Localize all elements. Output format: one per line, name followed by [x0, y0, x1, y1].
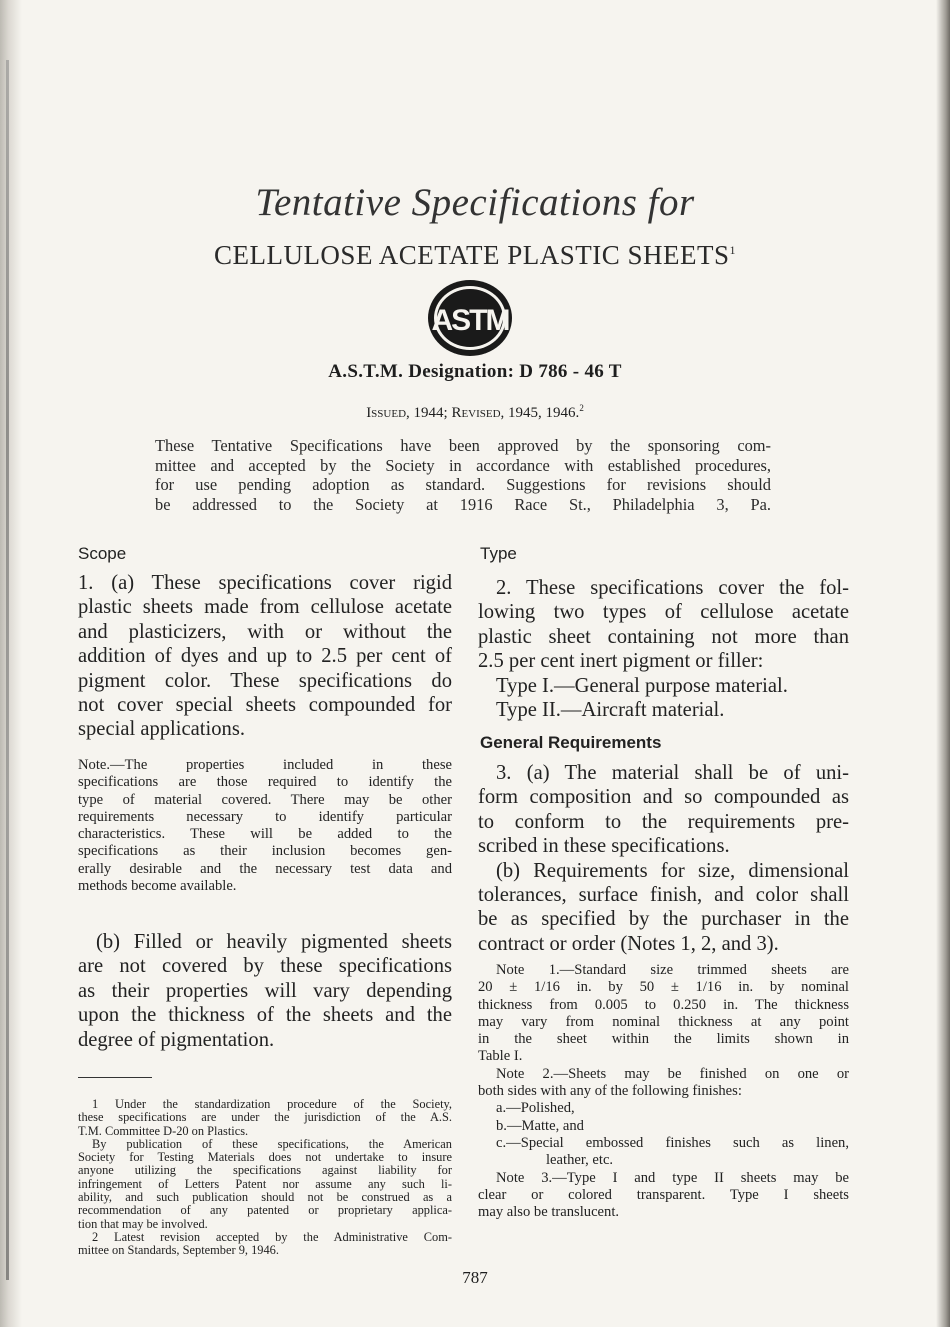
- text-line: degree of pigmentation.: [78, 1028, 275, 1051]
- text-line: as their properties will vary depending: [78, 979, 452, 1002]
- designation: A.S.T.M. Designation: D 786 - 46 T: [328, 361, 622, 382]
- intro-line: mittee and accepted by the Society in accordance with established procedures,: [155, 455, 771, 475]
- text-line: contract or order (Notes 1, 2, and 3).: [478, 932, 779, 955]
- scope-para-b: [78, 930, 452, 1052]
- text-line: 20 ± 1/16 in. by 50 ± 1/16 in. by nominal: [478, 979, 849, 996]
- page-number: 787: [462, 1268, 488, 1287]
- title-footnote-mark: 1: [729, 243, 737, 257]
- text-line: Note.—The properties included in these: [78, 757, 452, 773]
- intro-paragraph: [155, 436, 771, 514]
- scope-para-a: [78, 571, 452, 742]
- text-line: lowing two types of cellulose acetate: [478, 601, 849, 624]
- text-line: these specifications are under the jurisdiction of the A.S.: [78, 1110, 452, 1125]
- issued-footnote-mark: 2: [579, 403, 584, 413]
- footnote-divider: [78, 1077, 152, 1078]
- text-line: are not covered by these specifications: [78, 955, 452, 978]
- text-line: clear or colored transparent. Type I sheets: [478, 1186, 849, 1203]
- text-line: characteristics. These will be added to the: [78, 826, 452, 843]
- heading-scope: Scope: [78, 544, 127, 563]
- astm-logo-icon: [425, 278, 515, 358]
- text-line: Note 3.—Type I and type II sheets may be: [496, 1169, 849, 1186]
- text-line: in the sheet within the limits shown in: [478, 1031, 849, 1048]
- intro-line: be addressed to the Society at 1916 Race St., Philadelphia 3, Pa.: [155, 494, 771, 514]
- text-line: Note 1.—Standard size trimmed sheets are: [496, 962, 849, 978]
- text-line: both sides with any of the following finishes:: [478, 1083, 742, 1100]
- text-line: specifications are those required to identify the: [78, 774, 452, 791]
- text-line: not cover special sheets compounded for: [78, 694, 452, 717]
- finish-c-cont: leather, etc.: [546, 1152, 614, 1169]
- text-line: (b) Requirements for size, dimensional: [496, 859, 849, 882]
- text-line: may also be translucent.: [478, 1204, 620, 1221]
- intro-line: for use pending adoption as standard. Suggestions for revisions should: [155, 475, 771, 494]
- text-line: to conform to the requirements pre-: [478, 810, 849, 833]
- page-title: [0, 240, 950, 271]
- text-line: pigment color. These specifications do: [78, 669, 452, 692]
- issued-line: [0, 403, 950, 422]
- finish-c: c.—Special embossed finishes such as linen,: [496, 1134, 849, 1151]
- text-line: type of material covered. There may be other: [78, 791, 452, 808]
- type-2-item: Type II.—Aircraft material.: [496, 699, 725, 722]
- text-line: 3. (a) The material shall be of uni-: [496, 762, 849, 784]
- text-line: ability, and such publication should not be construed as a: [78, 1190, 452, 1205]
- text-line: Society for Testing Materials does not undertake to insure: [78, 1150, 452, 1165]
- text-line: may vary from nominal thickness at any point: [478, 1013, 849, 1030]
- text-line: tion that may be involved.: [78, 1216, 208, 1231]
- text-line: Note 2.—Sheets may be finished on one or: [496, 1065, 849, 1082]
- text-line: specifications as their inclusion becomes gen-: [78, 843, 452, 860]
- issued-text: Issued, 1944; Revised, 1945, 1946.: [366, 405, 580, 421]
- text-line: requirements necessary to identify particular: [78, 808, 452, 825]
- text-line: and plasticizers, with or without the: [78, 620, 452, 643]
- text-line: addition of dyes and up to 2.5 per cent of: [78, 645, 452, 668]
- heading-general-requirements: General Requirements: [480, 733, 662, 752]
- text-line: 1 Under the standardization procedure of the Society,: [92, 1097, 452, 1111]
- text-line: erally desirable and the necessary test data and: [78, 860, 452, 877]
- text-line: 2. These specifications cover the fol-: [496, 577, 849, 599]
- page-title-text: CELLULOSE ACETATE PLASTIC SHEETS: [213, 240, 730, 270]
- text-line: form composition and so compounded as: [478, 786, 849, 809]
- text-line: be as specified by the purchaser in the: [478, 908, 849, 931]
- text-line: tolerances, surface finish, and color shall: [478, 884, 849, 907]
- text-line: (b) Filled or heavily pigmented sheets: [96, 931, 452, 953]
- heading-type: Type: [480, 544, 517, 563]
- text-line: infringement of Letters Patent nor assume any such li-: [78, 1176, 452, 1191]
- text-line: Table I.: [478, 1048, 523, 1065]
- text-line: 2.5 per cent inert pigment or filler:: [478, 650, 764, 673]
- text-line: upon the thickness of the sheets and the: [78, 1004, 452, 1027]
- text-line: methods become available.: [78, 878, 237, 895]
- text-line: 1. (a) These specifications cover rigid: [78, 572, 452, 594]
- notes-block: [478, 962, 849, 1221]
- text-line: plastic sheet containing not more than: [478, 625, 849, 648]
- logo-text: ASTM: [431, 304, 509, 337]
- text-line: mittee on Standards, September 9, 1946.: [78, 1243, 279, 1258]
- text-line: 2 Latest revision accepted by the Administrative Com-: [92, 1229, 452, 1244]
- intro-line: These Tentative Specifications have been approved by the sponsoring com-: [155, 436, 771, 455]
- text-line: scribed in these specifications.: [478, 835, 730, 858]
- finish-a: a.—Polished,: [496, 1100, 575, 1117]
- scope-note: [78, 757, 452, 895]
- text-line: recommendation of any patented or proprietary applica-: [78, 1203, 452, 1218]
- title-italic: Tentative Specifications for: [255, 181, 695, 224]
- type-1-item: Type I.—General purpose material.: [496, 674, 788, 697]
- text-line: anyone utilizing the specifications against liability for: [78, 1163, 452, 1178]
- finish-b: b.—Matte, and: [496, 1117, 584, 1134]
- text-line: plastic sheets made from cellulose acetate: [78, 596, 452, 619]
- footnote-1: [78, 1098, 452, 1258]
- general-para-a: [478, 761, 849, 956]
- text-line: By publication of these specifications, the American: [92, 1136, 452, 1151]
- text-line: special applications.: [78, 718, 245, 741]
- text-line: T.M. Committee D-20 on Plastics.: [78, 1123, 249, 1138]
- text-line: thickness from 0.005 to 0.250 in. The thickness: [478, 996, 849, 1013]
- type-para: [478, 576, 849, 722]
